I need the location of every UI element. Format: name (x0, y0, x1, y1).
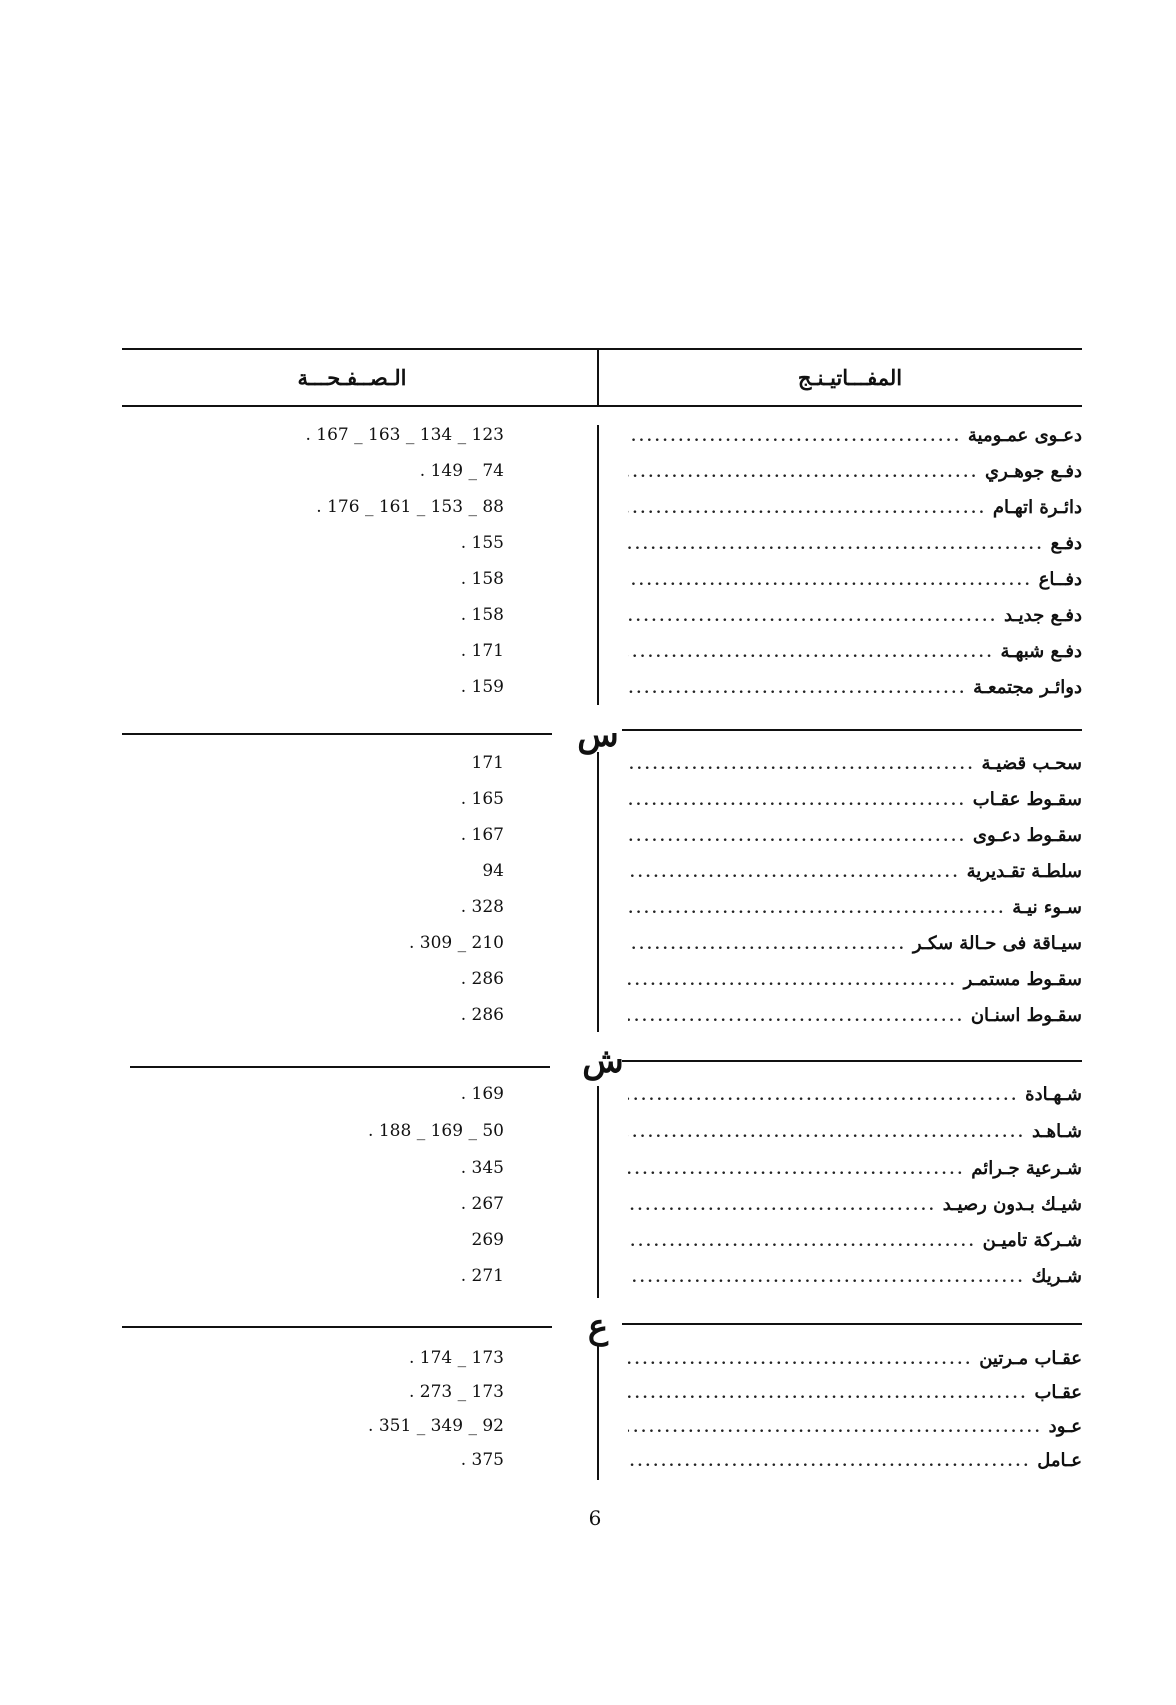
list-item (0, 1416, 1176, 1450)
list-item (0, 1230, 1176, 1264)
page-refs: . 158 (460, 569, 504, 589)
index-term: دعـوى عمـومية ..... (628, 425, 1082, 455)
section-letter: ش (582, 1041, 624, 1081)
list-item (0, 933, 1176, 967)
index-term: شـهـادة ..... (628, 1084, 1082, 1114)
section-rule (622, 1060, 1082, 1062)
list-item (0, 1005, 1176, 1039)
page-refs: . 167 (460, 825, 504, 845)
list-item (0, 897, 1176, 931)
section-rule (122, 733, 552, 735)
list-item (0, 1121, 1176, 1155)
list-item (0, 861, 1176, 895)
list-item (0, 1382, 1176, 1416)
list-item (0, 641, 1176, 675)
page-refs: . 286 (460, 1005, 504, 1025)
page-refs: . 328 (460, 897, 504, 917)
index-term: شـاهـد ..... (628, 1121, 1082, 1151)
list-item (0, 1084, 1176, 1118)
index-term: عـامل ..... (628, 1450, 1082, 1480)
index-term: عـود ..... (628, 1416, 1082, 1446)
list-item (0, 461, 1176, 495)
list-item (0, 605, 1176, 639)
section-rule (130, 1066, 550, 1068)
section-rule (622, 1323, 1082, 1325)
section-letter: ع (587, 1307, 609, 1347)
list-item (0, 425, 1176, 459)
header-divider (597, 350, 599, 405)
page-refs: 269 (471, 1230, 504, 1250)
page-refs: . 351 _ 349 _ 92 (368, 1416, 504, 1436)
page-refs: . 159 (460, 677, 504, 697)
pages-column-header: الـصــفـحـــة (297, 365, 407, 390)
list-item (0, 533, 1176, 567)
index-term: دفــاع ..... (628, 569, 1082, 599)
page-refs: . 309 _ 210 (408, 933, 504, 953)
page-refs: . 176 _ 161 _ 153 _ 88 (316, 497, 504, 517)
list-item (0, 1266, 1176, 1300)
index-term: سقـوط اسنـان ..... (628, 1005, 1082, 1035)
section-rule (622, 729, 1082, 731)
index-term: سقـوط دعـوى ..... (628, 825, 1082, 855)
page-number: 6 (588, 1506, 602, 1530)
index-term: سيـاقة فى حـالة سكـر ..... (628, 933, 1082, 963)
index-term: سقـوط عقـاب ..... (628, 789, 1082, 819)
list-item (0, 969, 1176, 1003)
page-refs: . 345 (460, 1158, 504, 1178)
page-refs: . 167 _ 163 _ 134 _ 123 (305, 425, 504, 445)
index-term: دفـع جديـد ..... (628, 605, 1082, 635)
keys-column-header: المفـــاتيـنـج (797, 365, 903, 390)
list-item (0, 569, 1176, 603)
page-refs: . 165 (460, 789, 504, 809)
list-item (0, 753, 1176, 787)
index-term: دفـع جوهـري ..... (628, 461, 1082, 491)
section-letter: س (577, 715, 619, 755)
list-item (0, 677, 1176, 711)
index-term: سقـوط مستمـر ..... (628, 969, 1082, 999)
list-item (0, 1158, 1176, 1192)
index-term: دوائـر مجتمعـة ..... (628, 677, 1082, 707)
index-term: شـريك ..... (628, 1266, 1082, 1296)
page-refs: . 171 (460, 641, 504, 661)
index-term: شـرعية جـرائم ..... (628, 1158, 1082, 1188)
page-refs: . 174 _ 173 (408, 1348, 504, 1368)
index-term: سـوء نيـة ..... (628, 897, 1082, 927)
index-term: دائـرة اتهـام ..... (628, 497, 1082, 527)
list-item (0, 825, 1176, 859)
list-item (0, 1348, 1176, 1382)
page-refs: . 155 (460, 533, 504, 553)
page-refs: . 169 (460, 1084, 504, 1104)
index-term: شيـك بـدون رصيـد ..... (628, 1194, 1082, 1224)
list-item (0, 497, 1176, 531)
header-bottom-rule (122, 405, 1082, 407)
index-term: دفـع شبهـة ..... (628, 641, 1082, 671)
page-refs: . 375 (460, 1450, 504, 1470)
section-rule (122, 1326, 552, 1328)
page-refs: . 149 _ 74 (419, 461, 504, 481)
page-refs: . 271 (460, 1266, 504, 1286)
page-refs: 94 (482, 861, 504, 881)
list-item (0, 1194, 1176, 1228)
index-term: سلطـة تقـديرية ..... (628, 861, 1082, 891)
page-refs: . 267 (460, 1194, 504, 1214)
page-refs: . 273 _ 173 (408, 1382, 504, 1402)
page-refs: . 286 (460, 969, 504, 989)
page-refs: 171 (471, 753, 504, 773)
page-refs: . 188 _ 169 _ 50 (368, 1121, 504, 1141)
list-item (0, 789, 1176, 823)
index-term: سحـب قضيـة ..... (628, 753, 1082, 783)
list-item (0, 1450, 1176, 1484)
top-rule (122, 348, 1082, 350)
page-refs: . 158 (460, 605, 504, 625)
index-term: شـركة تاميـن ..... (628, 1230, 1082, 1260)
index-term: عقـاب مـرتين ..... (628, 1348, 1082, 1378)
index-term: دفـع ..... (628, 533, 1082, 563)
index-term: عقـاب ..... (628, 1382, 1082, 1412)
